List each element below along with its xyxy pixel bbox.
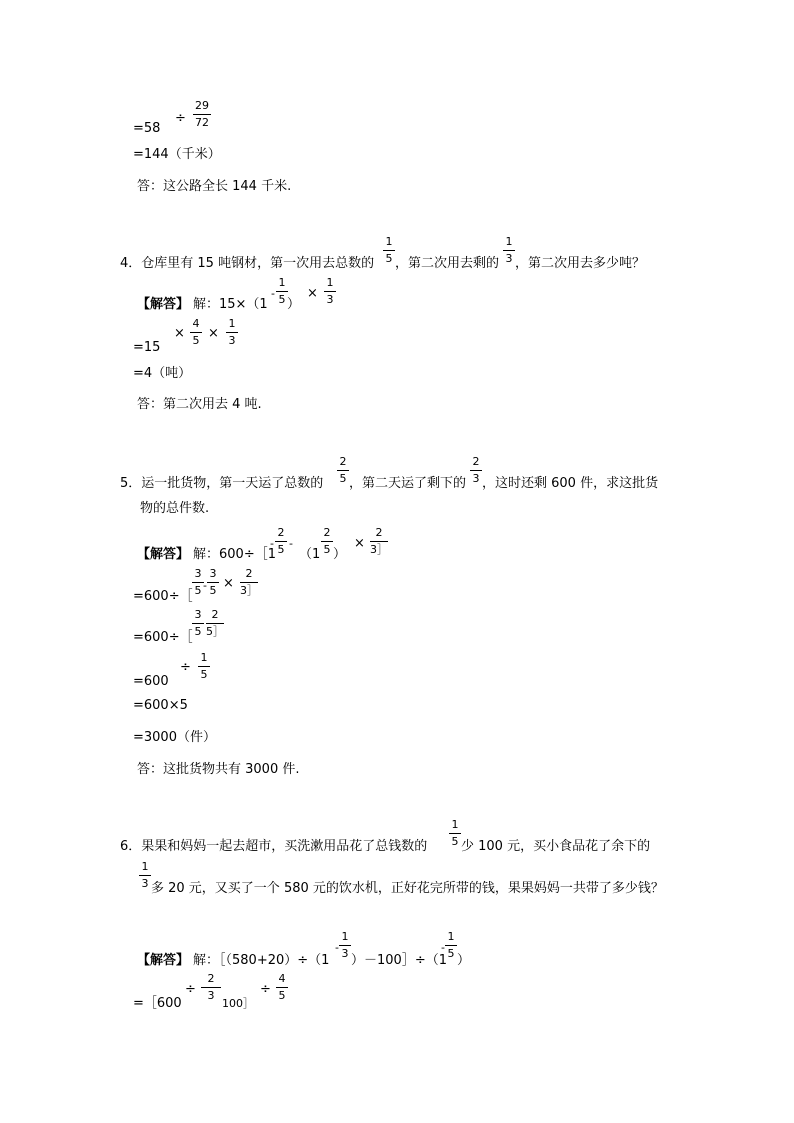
q5-solution-minus-2: - [289, 537, 293, 550]
q6-solution-label: 【解答】 [137, 953, 190, 968]
q5-step4: =600×5 [133, 698, 188, 713]
fraction-numerator: 1 [141, 860, 149, 873]
fraction-numerator: 1 [505, 235, 513, 248]
q5-step1-fraction-2 [207, 568, 219, 598]
fraction-denominator: 5 [278, 989, 286, 1002]
fraction-denominator: 5 [277, 543, 285, 556]
fraction-denominator: 5 [194, 584, 202, 597]
q4-question-fraction-1 [383, 236, 395, 266]
q6-solution-fraction-2 [445, 931, 457, 961]
fraction-denominator: 3 [207, 989, 215, 1002]
q6-question-text-3: 多 20 元，又买了一个 580 元的饮水机，正好花完所带的钱，果果妈妈一共带了多少钱？ [151, 881, 664, 896]
q4-step1-prefix: =15 [133, 340, 161, 355]
q5-step1-prefix: =600÷［ [133, 589, 193, 604]
fraction-denominator: 3 [228, 334, 236, 347]
q5-solution-fraction-1 [275, 527, 287, 557]
fraction-denominator: 3 [141, 877, 149, 890]
q4-solution-label: 【解答】 [137, 297, 190, 312]
q4-solution-close-paren: ） [287, 297, 301, 312]
fraction-denominator: 3 [472, 472, 480, 485]
q4-solution-fraction-2 [324, 277, 336, 307]
fraction-numerator: 1 [200, 651, 208, 664]
fraction-denominator: 72 [195, 116, 209, 129]
fraction-denominator: 5 [209, 584, 217, 597]
q4-step1-fraction-1 [190, 318, 202, 348]
q5-solution-fraction-3 [370, 527, 388, 557]
fraction-denominator: 5 [451, 835, 459, 848]
q6-step1-fraction-1 [201, 973, 221, 1003]
q6-question-fraction-1 [449, 819, 461, 849]
fraction-denominator: 5 [192, 334, 200, 347]
q3-answer: 答：这公路全长 144 千米. [137, 179, 292, 194]
q4-answer: 答：第二次用去 4 吨. [137, 397, 262, 412]
q6-solution-middle: ）－100］÷（1 [351, 953, 447, 968]
fraction-denominator: 5 [194, 625, 202, 638]
q5-solution-paren-open: （1 [299, 547, 321, 562]
q6-question-text-2: 少 100 元，买小食品花了余下的 [461, 839, 651, 854]
q4-step1-times-1: × [174, 326, 185, 341]
q5-question-fraction-1 [337, 456, 349, 486]
q4-solution-text: 解：15×（1 [193, 297, 268, 312]
fraction-numerator: 2 [207, 972, 215, 985]
q5-step2-prefix: =600÷［ [133, 630, 193, 645]
q4-solution-minus: - [271, 287, 275, 300]
q6-solution-fraction-1 [339, 931, 351, 961]
fraction-numerator: 4 [192, 317, 200, 330]
fraction-numerator: 1 [228, 317, 236, 330]
q5-question-text-2: ，第二天运了剩下的 [349, 476, 467, 491]
fraction-numerator: 4 [278, 972, 286, 985]
q6-solution-close-paren: ） [457, 953, 471, 968]
q4-step1-times-2: × [208, 326, 219, 341]
q6-step1-fraction-2 [276, 973, 288, 1003]
q5-solution-times: × [354, 536, 365, 551]
q5-step3-fraction [198, 652, 210, 682]
q5-question-text-1: 5．运一批货物，第一天运了总数的 [120, 476, 324, 491]
fraction-numerator: 29 [195, 99, 209, 112]
q5-step1-fraction-3 [240, 568, 258, 598]
q4-step2: =4（吨） [133, 366, 192, 381]
fraction-numerator: 2 [472, 455, 480, 468]
fraction-numerator: 2 [211, 608, 219, 621]
q5-question-text-3: ，这时还剩 600 件，求这批货 [482, 476, 659, 491]
fraction-numerator: 2 [277, 526, 285, 539]
q5-solution-minus-1: - [270, 537, 274, 550]
q5-step5: =3000（件） [133, 730, 216, 745]
fraction-denominator: 3］ [240, 584, 258, 597]
fraction-numerator: 2 [323, 526, 331, 539]
q5-solution-text: 解：600÷［1 [193, 547, 276, 562]
q6-solution-minus-1: - [335, 941, 339, 954]
fraction-denominator: 3 [505, 252, 513, 265]
q6-question-fraction-2 [139, 861, 151, 891]
q5-step1-minus: - [203, 579, 207, 592]
q5-answer: 答：这批货物共有 3000 件. [137, 762, 300, 777]
fraction-denominator: 3 [341, 947, 349, 960]
fraction-numerator: 1 [451, 818, 459, 831]
q3-step1-operator: ÷ [175, 111, 186, 126]
q4-question-text-3: ，第二次用去多少吨？ [515, 256, 646, 271]
fraction-numerator: 1 [326, 276, 334, 289]
fraction-numerator: 2 [245, 567, 253, 580]
q5-step1-times: × [223, 576, 234, 591]
q5-step3-operator: ÷ [180, 660, 191, 675]
fraction-denominator: 5 [323, 543, 331, 556]
q5-step3-prefix: =600 [133, 674, 169, 689]
fraction-numerator: 3 [209, 567, 217, 580]
q6-step1-middle: 100］ [222, 997, 254, 1010]
q4-step1-fraction-2 [226, 318, 238, 348]
fraction-denominator: 3］ [370, 543, 388, 556]
q6-question-text-1: 6．果果和妈妈一起去超市，买洗漱用品花了总钱数的 [120, 839, 428, 854]
fraction-numerator: 1 [341, 930, 349, 943]
fraction-denominator: 5 [200, 668, 208, 681]
q4-question-text-1: 4．仓库里有 15 吨钢材，第一次用去总数的 [120, 256, 375, 271]
q6-step1-operator-2: ÷ [260, 982, 271, 997]
q5-question-text-4: 物的总件数. [140, 501, 210, 516]
fraction-denominator: 5 [339, 472, 347, 485]
q3-step2: =144（千米） [133, 147, 221, 162]
fraction-numerator: 2 [375, 526, 383, 539]
fraction-denominator: 5 [278, 293, 286, 306]
q6-solution-text: 解：［（580+20）÷（1 [193, 953, 330, 968]
q3-step1-prefix: =58 [133, 121, 161, 136]
fraction-numerator: 3 [194, 608, 202, 621]
q5-question-fraction-2 [470, 456, 482, 486]
q5-solution-fraction-2 [321, 527, 333, 557]
fraction-numerator: 1 [385, 235, 393, 248]
fraction-numerator: 1 [447, 930, 455, 943]
fraction-denominator: 5］ [206, 625, 224, 638]
q6-solution-minus-2: - [441, 941, 445, 954]
q5-solution-label: 【解答】 [137, 547, 190, 562]
fraction-denominator: 3 [326, 293, 334, 306]
fraction-numerator: 1 [278, 276, 286, 289]
q4-question-text-2: ，第二次用去剩的 [395, 256, 500, 271]
q5-step2-fraction-2 [206, 609, 224, 639]
fraction-numerator: 3 [194, 567, 202, 580]
q6-step1-prefix: =［600 [133, 996, 182, 1011]
q3-step1-fraction [193, 100, 211, 130]
q5-solution-paren-close: ） [333, 547, 347, 562]
fraction-numerator: 2 [339, 455, 347, 468]
q6-step1-operator-1: ÷ [185, 982, 196, 997]
q4-question-fraction-2 [503, 236, 515, 266]
q5-step2-fraction-1 [192, 609, 204, 639]
fraction-denominator: 5 [385, 252, 393, 265]
q4-solution-times: × [307, 286, 318, 301]
fraction-denominator: 5 [447, 947, 455, 960]
